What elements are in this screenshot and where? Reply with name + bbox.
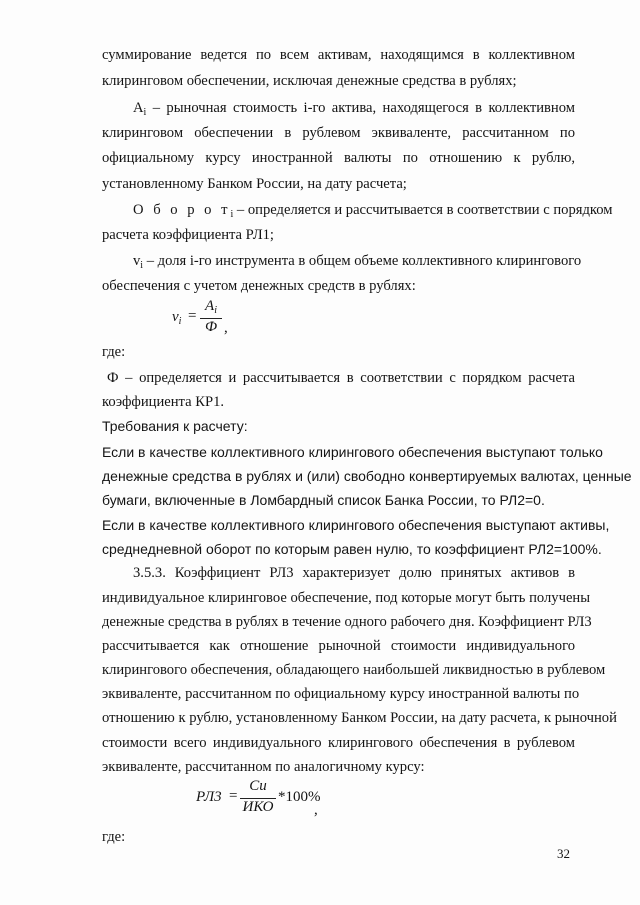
formula-denominator: Ф [204, 319, 218, 335]
text-line: индивидуальное клиринговое обеспечение, под которые могут быть получены [102, 590, 591, 606]
text-line: рассчитывается как отношение рыночной стоимости индивидуального [102, 638, 575, 654]
formula-comma: , [224, 320, 228, 336]
text-line: Если в качестве коллективного клирингового обеспечения выступают активы, [102, 517, 610, 533]
formula-denominator: ИКО [242, 799, 274, 815]
text-line: обеспечения с учетом денежных средств в рублях: [102, 278, 416, 294]
text-line: отношению к рублю, установленному Банком России, на дату расчета, к рыночной [102, 710, 617, 726]
text-line: клиринговом обеспечении в рублевом эквиваленте, рассчитанном по [102, 125, 575, 141]
text-line: клирингового обеспечения, обладающего наибольшей ликвидностью в рублевом [102, 662, 606, 678]
text-line: О б о р о $т_i$ – определяется и рассчитывается в соответствии с порядком [133, 202, 613, 220]
text-line: $v_i$ – доля i-го инструмента в общем объеме коллективного клирингового [133, 253, 582, 271]
text-line: Если в качестве коллективного клирингового обеспечения выступают только [102, 444, 603, 460]
text-line: где: [102, 829, 126, 845]
text-line: денежные средства в рублях и (или) свободно конвертируемых валютах, ценные [102, 468, 632, 484]
text-line: 3.5.3. Коэффициент РЛ3 характеризует долю принятых активов в [133, 565, 575, 581]
text-line: коэффициента КР1. [102, 394, 225, 410]
text-line: Ф – определяется и рассчитывается в соответствии с порядком расчета [107, 370, 575, 386]
text-line: официальному курсу иностранной валюты по отношению к рублю, [102, 150, 575, 166]
section-heading: Требования к расчету: [102, 418, 248, 434]
formula-equals: = [188, 308, 197, 324]
formula-equals: = [229, 788, 238, 804]
text-line: эквиваленте, рассчитанном по аналогичному курсу: [102, 759, 425, 775]
formula-lhs: РЛ3 [196, 789, 222, 805]
formula-comma: , [314, 802, 318, 818]
text-line: стоимости всего индивидуального клирингового обеспечения в рублевом [102, 735, 575, 751]
text-line: где: [102, 344, 126, 360]
text-line: среднедневной оборот по которым равен нулю, то коэффициент РЛ2=100%. [102, 541, 602, 557]
text-line: клиринговом обеспечении, исключая денежные средства в рублях; [102, 73, 517, 89]
text-line: эквиваленте, рассчитанном по официальному курсу иностранной валюты по [102, 686, 580, 702]
formula-rl3 [196, 776, 336, 824]
text-line: суммирование ведется по всем активам, находящимся в коллективном [102, 47, 575, 63]
formula-lhs: $v_i$ [172, 309, 182, 327]
text-line: $A_i$ – рыночная стоимость i-го актива, находящегося в коллективном [133, 100, 575, 118]
formula-multiplier: *100% [278, 789, 321, 805]
formula-numerator: $A_i$ [205, 298, 217, 316]
formula-share [172, 298, 252, 342]
formula-numerator: Си [249, 778, 267, 794]
text-line: денежные средства в рублях в течение одного рабочего дня. Коэффициент РЛ3 [102, 614, 592, 630]
text-line: бумаги, включенные в Ломбардный список Банка России, то РЛ2=0. [102, 492, 545, 508]
text-line: расчета коэффициента РЛ1; [102, 227, 274, 243]
text-line: установленному Банком России, на дату расчета; [102, 176, 407, 192]
page-number: 32 [557, 846, 570, 861]
